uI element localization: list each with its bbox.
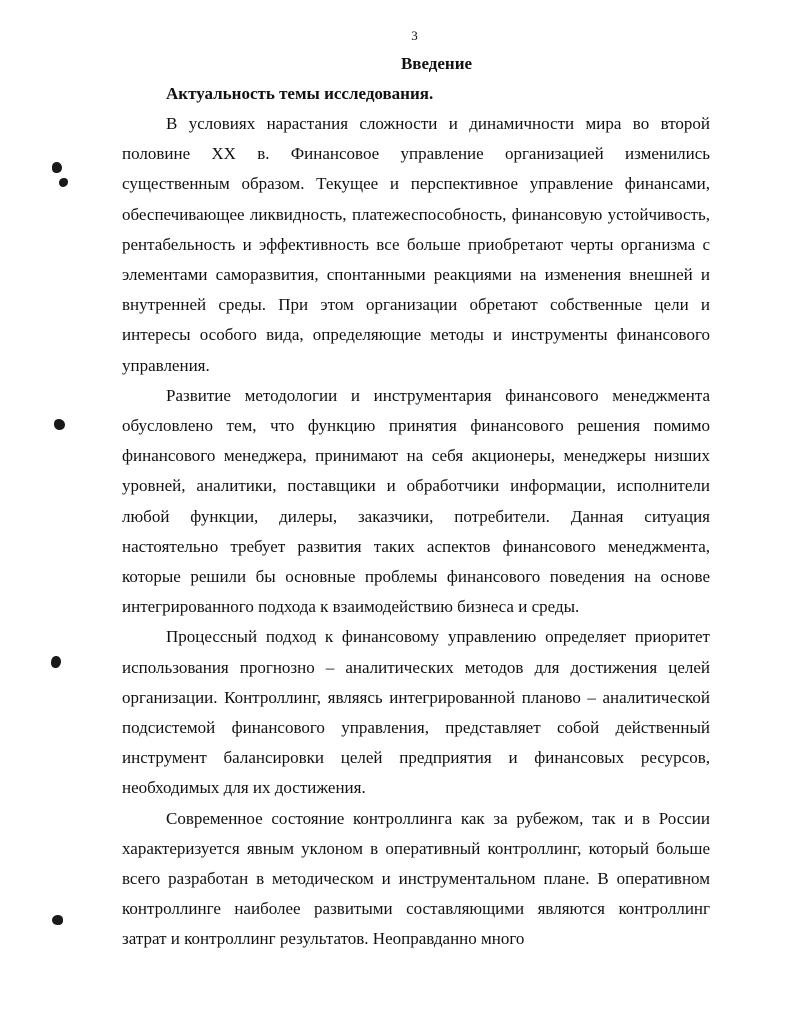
body-text [122, 109, 710, 955]
scan-hole-mark [59, 178, 68, 187]
paragraph-1: В условиях нарастания сложности и динамичности мира во второй половине XX в. Финансовое управление организацией изменились существенным образом. Текущее и перспективное управление финансами, обеспечивающее ликвидность, платежеспособность, финансовую устойчивость, рентабельность и эффективность все больше приобретают черты организма с элементами саморазвития, спонтанными реакциями на изменения внешней и внутренней среды. При этом организации обретают собственные цели и интересы особого вида, определяющие методы и инструменты финансового управления. [122, 114, 710, 375]
scan-hole-mark [52, 915, 63, 925]
scan-hole-mark [54, 419, 65, 430]
section-heading: Введение [400, 54, 473, 73]
scan-hole-mark [52, 162, 62, 173]
section-subheading: Актуальность темы исследования. [166, 84, 434, 103]
paragraph-2: Развитие методологии и инструментария финансового менеджмента обусловлено тем, что функцию принятия финансового решения помимо финансового менеджера, принимают на себя акционеры, менеджеры низших уровней, аналитики, поставщики и обработчики информации, исполнители любой функции, дилеры, заказчики, потребители. Данная ситуация настоятельно требует развития таких аспектов финансового менеджмента, которые решили бы основные проблемы финансового поведения на основе интегрированного подхода к взаимодействию бизнеса и среды. [122, 385, 710, 617]
paragraph-3: Процессный подход к финансовому управлению определяет приоритет использования прогнозно – аналитических методов для достижения целей организации. Контроллинг, являясь интегрированной планово – аналитической подсистемой финансового управления, представляет собой действенный инструмент балансировки целей предприятия и финансовых ресурсов, необходимых для их достижения. [122, 627, 710, 798]
page-number: 3 [411, 28, 418, 43]
paragraph-4: Современное состояние контроллинга как за рубежом, так и в России характеризуется явным уклоном в оперативный контроллинг, который больше всего разработан в методическом и инструментальном плане. В оперативном контроллинге наиболее развитыми составляющими являются контроллинг затрат и контроллинг результатов. Неоправданно много [122, 808, 710, 949]
scan-hole-mark [51, 656, 61, 668]
